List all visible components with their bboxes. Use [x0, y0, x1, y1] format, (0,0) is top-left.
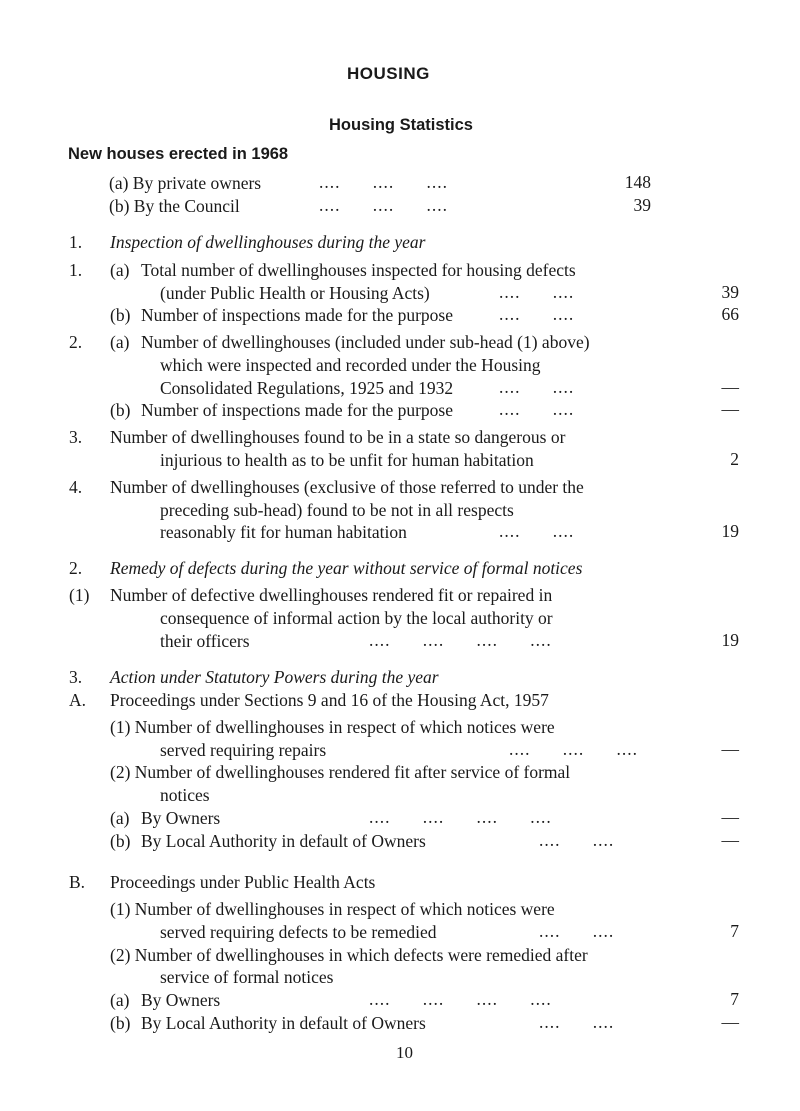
item-1a-line1: Total number of dwellinghouses inspected for housing defects	[141, 260, 576, 280]
new-houses-private-label: (a) By private owners	[109, 173, 262, 193]
item-4-line3: reasonably fit for human habitation	[160, 522, 407, 542]
item-1a-label: (a)	[110, 260, 130, 280]
leader-dots: .... ....	[539, 921, 615, 941]
item-3-line1: Number of dwellinghouses found to be in a state so dangerous or	[110, 427, 566, 447]
leader-dots: .... .... .... ....	[369, 807, 552, 827]
new-houses-council-value: 39	[633, 195, 651, 215]
leader-dots: .... .... ....	[319, 172, 448, 192]
section-3a-item2-line1: (2) Number of dwellinghouses rendered fit after service of formal	[110, 762, 571, 782]
item-3-value: 2	[730, 449, 739, 469]
section-3a-item1-value: —	[721, 739, 739, 759]
item-2b-value: —	[721, 399, 739, 419]
section-3b-a-value: 7	[730, 989, 739, 1009]
section-3b-item1-line1: (1) Number of dwellinghouses in respect of which notices were	[110, 899, 555, 919]
section-1-number: 1.	[69, 232, 83, 252]
section-2-title: Remedy of defects during the year without service of formal notices	[110, 558, 583, 578]
section-2-item-1-number: (1)	[69, 585, 90, 605]
section-3a-a-value: —	[721, 807, 739, 827]
section-3b-a-text: By Owners	[141, 990, 221, 1010]
item-2a-line1: Number of dwellinghouses (included under sub-head (1) above)	[141, 332, 590, 352]
leader-dots: .... .... ....	[509, 739, 638, 759]
item-4-line1: Number of dwellinghouses (exclusive of those referred to under the	[110, 477, 584, 497]
section-3b-item2-line2: service of formal notices	[160, 967, 334, 987]
section-2-item-1-line1: Number of defective dwellinghouses rendered fit or repaired in	[110, 585, 553, 605]
section-3a-title: Proceedings under Sections 9 and 16 of the Housing Act, 1957	[110, 690, 549, 710]
section-3b-item2-line1: (2) Number of dwellinghouses in which defects were remedied after	[110, 945, 588, 965]
section-2-item-1-line3: their officers	[160, 631, 250, 651]
section-3b-a-label: (a)	[110, 990, 130, 1010]
item-2a-line3: Consolidated Regulations, 1925 and 1932	[160, 378, 454, 398]
item-1a-line2: (under Public Health or Housing Acts)	[160, 283, 430, 303]
section-3a-item1-line1: (1) Number of dwellinghouses in respect of which notices were	[110, 717, 555, 737]
leader-dots: .... .... .... ....	[369, 989, 552, 1009]
section-2-number: 2.	[69, 558, 83, 578]
item-2a-value: —	[721, 377, 739, 397]
section-3b-item1-value: 7	[730, 921, 739, 941]
section-2-item-1-line2: consequence of informal action by the local authority or	[160, 608, 553, 628]
section-3b-b-value: —	[721, 1012, 739, 1032]
item-4-line2: preceding sub-head) found to be not in all respects	[160, 500, 514, 520]
section-2-item-1-value: 19	[721, 630, 739, 650]
item-4-value: 19	[721, 521, 739, 541]
item-2a-line2: which were inspected and recorded under the Housing	[160, 355, 541, 375]
leader-dots: .... ....	[499, 304, 575, 324]
item-2b-line1: Number of inspections made for the purpose	[141, 400, 454, 420]
section-3a-a-label: (a)	[110, 808, 130, 828]
item-1a-value: 39	[721, 282, 739, 302]
item-2-number: 2.	[69, 332, 83, 352]
leader-dots: .... ....	[499, 399, 575, 419]
leader-dots: .... ....	[499, 521, 575, 541]
leader-dots: .... ....	[499, 377, 575, 397]
leader-dots: .... ....	[499, 282, 575, 302]
item-1b-value: 66	[721, 304, 739, 324]
section-3b-item1-line2: served requiring defects to be remedied	[160, 922, 437, 942]
section-3b-b-label: (b)	[110, 1013, 131, 1033]
section-3a-letter: A.	[69, 690, 87, 710]
leader-dots: .... .... .... ....	[369, 630, 552, 650]
new-houses-private-value: 148	[624, 172, 651, 192]
item-1-number: 1.	[69, 260, 83, 280]
item-3-number: 3.	[69, 427, 83, 447]
item-2a-label: (a)	[110, 332, 130, 352]
section-3a-b-label: (b)	[110, 831, 131, 851]
section-3a-b-text: By Local Authority in default of Owners	[141, 831, 426, 851]
new-houses-council-label: (b) By the Council	[109, 196, 240, 216]
leader-dots: .... ....	[539, 1012, 615, 1032]
item-1b-label: (b)	[110, 305, 131, 325]
item-1b-line1: Number of inspections made for the purpose	[141, 305, 454, 325]
section-3a-a-text: By Owners	[141, 808, 221, 828]
section-3a-item1-line2: served requiring repairs	[160, 740, 327, 760]
leader-dots: .... ....	[539, 830, 615, 850]
item-2b-label: (b)	[110, 400, 131, 420]
section-3-number: 3.	[69, 667, 83, 687]
section-3b-b-text: By Local Authority in default of Owners	[141, 1013, 426, 1033]
section-1-title: Inspection of dwellinghouses during the year	[110, 232, 426, 252]
new-houses-heading: New houses erected in 1968	[68, 145, 289, 163]
section-3b-letter: B.	[69, 872, 86, 892]
page-title: HOUSING	[347, 64, 430, 83]
section-3a-item2-line2: notices	[160, 785, 210, 805]
leader-dots: .... .... ....	[319, 195, 448, 215]
section-3b-title: Proceedings under Public Health Acts	[110, 872, 376, 892]
page-number: 10	[396, 1043, 413, 1062]
section-3a-b-value: —	[721, 830, 739, 850]
item-4-number: 4.	[69, 477, 83, 497]
item-3-line2: injurious to health as to be unfit for human habitation	[160, 450, 534, 470]
page-subtitle: Housing Statistics	[329, 116, 473, 134]
section-3-title: Action under Statutory Powers during the year	[110, 667, 439, 687]
